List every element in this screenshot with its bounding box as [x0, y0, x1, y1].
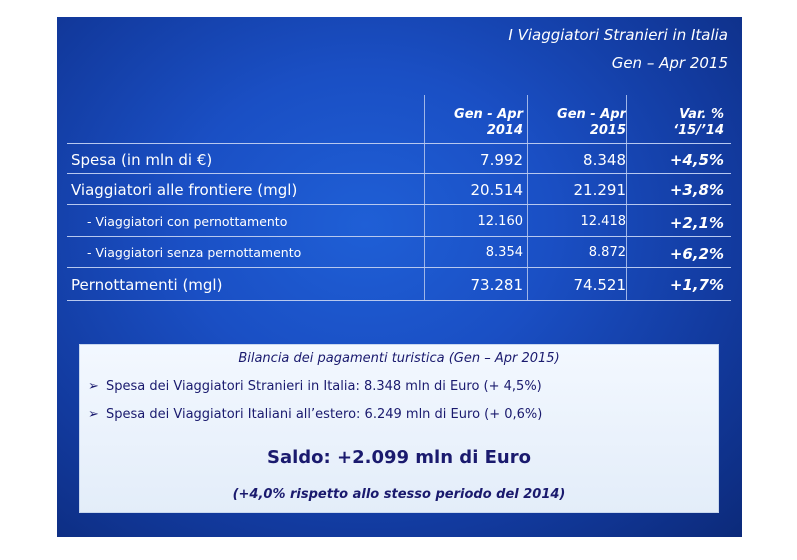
value-var: +4,5% — [669, 151, 724, 169]
saldo-note: (+4,0% rispetto allo stesso periodo del 2014) — [232, 487, 566, 502]
column-divider — [626, 95, 627, 301]
saldo-text: Saldo: +2.099 mln di Euro — [267, 447, 531, 468]
value-2015: 12.418 — [580, 214, 626, 229]
header-2015-line1: Gen - Apr — [557, 107, 626, 122]
arrow-bullet-icon: ➢ — [88, 407, 99, 422]
header-2014-line2: 2014 — [486, 123, 523, 138]
slide-title: I Viaggiatori Stranieri in Italia — [508, 26, 728, 44]
value-2015: 8.872 — [588, 245, 626, 260]
value-2014: 73.281 — [470, 276, 523, 294]
value-var: +2,1% — [669, 214, 724, 232]
row-divider — [67, 143, 731, 144]
bullet-text: Spesa dei Viaggiatori Italiani all’estero: 6.249 mln di Euro (+ 0,6%) — [106, 407, 543, 422]
value-2015: 8.348 — [583, 151, 626, 169]
header-2015-line2: 2015 — [589, 123, 626, 138]
slide-subtitle: Gen – Apr 2015 — [611, 54, 728, 72]
column-divider — [424, 95, 425, 301]
column-divider — [527, 95, 528, 301]
summary-bullet — [88, 407, 542, 422]
value-var: +3,8% — [669, 181, 724, 199]
bullet-text: Spesa dei Viaggiatori Stranieri in Italia: 8.348 mln di Euro (+ 4,5%) — [106, 379, 542, 394]
row-label: Pernottamenti (mgl) — [71, 276, 223, 294]
value-2015: 21.291 — [573, 181, 626, 199]
row-label: - Viaggiatori senza pernottamento — [87, 245, 302, 260]
header-var — [673, 107, 724, 139]
value-var: +6,2% — [669, 245, 724, 263]
row-label: Spesa (in mln di €) — [71, 151, 213, 169]
row-divider — [67, 204, 731, 205]
row-divider — [67, 236, 731, 237]
row-label: Viaggiatori alle frontiere (mgl) — [71, 181, 298, 199]
row-divider — [67, 300, 731, 301]
row-label: - Viaggiatori con pernottamento — [87, 214, 288, 229]
summary-bullet — [88, 379, 542, 394]
row-divider — [67, 267, 731, 268]
value-2014: 8.354 — [485, 245, 523, 260]
header-2014 — [454, 107, 523, 139]
header-2014-line1: Gen - Apr — [454, 107, 523, 122]
value-var: +1,7% — [669, 276, 724, 294]
arrow-bullet-icon: ➢ — [88, 379, 99, 394]
slide — [57, 17, 742, 537]
row-divider — [67, 173, 731, 174]
value-2014: 7.992 — [480, 151, 523, 169]
header-var-line2: ‘15/’14 — [673, 123, 724, 138]
value-2015: 74.521 — [573, 276, 626, 294]
header-2015 — [557, 107, 626, 139]
header-var-line1: Var. % — [679, 107, 724, 122]
summary-box — [79, 344, 719, 513]
value-2014: 20.514 — [470, 181, 523, 199]
value-2014: 12.160 — [477, 214, 523, 229]
summary-title: Bilancia dei pagamenti turistica (Gen – Apr 2015) — [238, 351, 560, 366]
